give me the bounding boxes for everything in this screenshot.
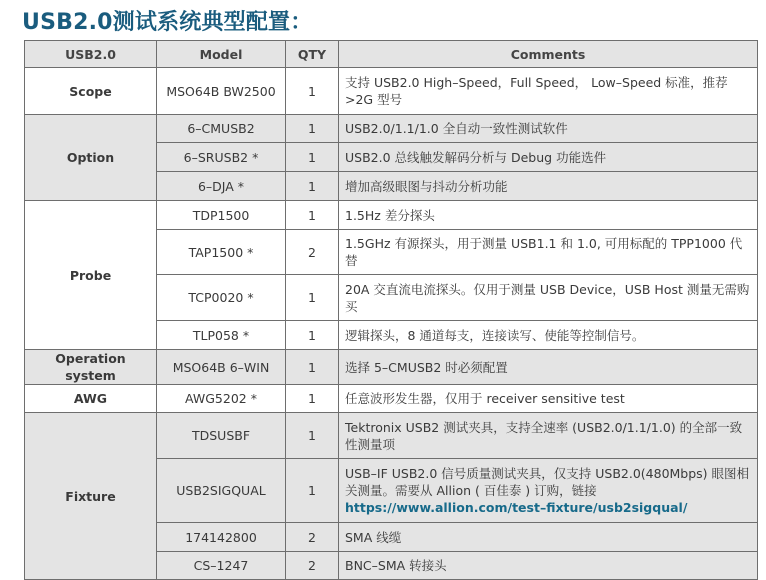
- page-title: USB2.0测试系统典型配置：: [22, 10, 313, 35]
- table-header-row: [25, 41, 758, 68]
- table-row: [25, 68, 758, 115]
- category-scope: Scope: [25, 68, 157, 115]
- comment-cell: [339, 459, 758, 523]
- config-table: [24, 40, 758, 580]
- qty-cell: 1: [286, 143, 339, 172]
- comment-cell: SMA 线缆: [339, 523, 758, 552]
- comment-cell: BNC–SMA 转接头: [339, 552, 758, 580]
- comment-cell: USB2.0 总线触发解码分析与 Debug 功能选件: [339, 143, 758, 172]
- model-cell: TDP1500: [157, 201, 286, 230]
- category-option: Option: [25, 115, 157, 201]
- model-cell: 6–CMUSB2: [157, 115, 286, 143]
- comment-cell: 支持 USB2.0 High–Speed，Full Speed， Low–Speed 标准，推荐 >2G 型号: [339, 68, 758, 115]
- qty-cell: 1: [286, 68, 339, 115]
- model-cell: AWG5202 *: [157, 385, 286, 413]
- qty-cell: 1: [286, 201, 339, 230]
- qty-cell: 2: [286, 230, 339, 275]
- table-row: [25, 201, 758, 230]
- comment-cell: USB2.0/1.1/1.0 全自动一致性测试软件: [339, 115, 758, 143]
- model-cell: 174142800: [157, 523, 286, 552]
- model-cell: TLP058 *: [157, 321, 286, 350]
- model-cell: 6–DJA *: [157, 172, 286, 201]
- model-cell: TAP1500 *: [157, 230, 286, 275]
- category-probe: Probe: [25, 201, 157, 350]
- comment-cell: 选择 5–CMUSB2 时必须配置: [339, 350, 758, 385]
- header-comments: Comments: [339, 41, 758, 68]
- qty-cell: 1: [286, 275, 339, 321]
- qty-cell: 1: [286, 321, 339, 350]
- qty-cell: 1: [286, 115, 339, 143]
- qty-cell: 1: [286, 350, 339, 385]
- table-row: [25, 350, 758, 385]
- qty-cell: 1: [286, 385, 339, 413]
- table-row: [25, 385, 758, 413]
- model-cell: 6–SRUSB2 *: [157, 143, 286, 172]
- comment-cell: 任意波形发生器，仅用于 receiver sensitive test: [339, 385, 758, 413]
- comment-cell: 20A 交直流电流探头。仅用于测量 USB Device，USB Host 测量无需购买: [339, 275, 758, 321]
- comment-cell: 增加高级眼图与抖动分析功能: [339, 172, 758, 201]
- model-cell: CS–1247: [157, 552, 286, 580]
- allion-link[interactable]: https://www.allion.com/test–fixture/usb2sigqual/: [345, 500, 688, 515]
- qty-cell: 2: [286, 552, 339, 580]
- comment-cell: 1.5Hz 差分探头: [339, 201, 758, 230]
- comment-cell: 1.5GHz 有源探头，用于测量 USB1.1 和 1.0, 可用标配的 TPP1000 代替: [339, 230, 758, 275]
- header-qty: QTY: [286, 41, 339, 68]
- model-cell: MSO64B BW2500: [157, 68, 286, 115]
- qty-cell: 1: [286, 172, 339, 201]
- category-operation-system: Operation system: [25, 350, 157, 385]
- comment-text: USB–IF USB2.0 信号质量测试夹具，仅支持 USB2.0(480Mbps) 眼图相关测量。需要从 Allion ( 百佳泰 ) 订购，链接: [345, 466, 750, 498]
- comment-cell: 逻辑探头，8 通道每支，连接读写、使能等控制信号。: [339, 321, 758, 350]
- model-cell: MSO64B 6–WIN: [157, 350, 286, 385]
- table-row: [25, 115, 758, 143]
- category-awg: AWG: [25, 385, 157, 413]
- header-model: Model: [157, 41, 286, 68]
- qty-cell: 1: [286, 459, 339, 523]
- header-usb20: USB2.0: [25, 41, 157, 68]
- category-fixture: Fixture: [25, 413, 157, 580]
- qty-cell: 2: [286, 523, 339, 552]
- model-cell: TCP0020 *: [157, 275, 286, 321]
- model-cell: TDSUSBF: [157, 413, 286, 459]
- model-cell: USB2SIGQUAL: [157, 459, 286, 523]
- table-row: [25, 413, 758, 459]
- comment-cell: Tektronix USB2 测试夹具，支持全速率 (USB2.0/1.1/1.0) 的全部一致性测量项: [339, 413, 758, 459]
- qty-cell: 1: [286, 413, 339, 459]
